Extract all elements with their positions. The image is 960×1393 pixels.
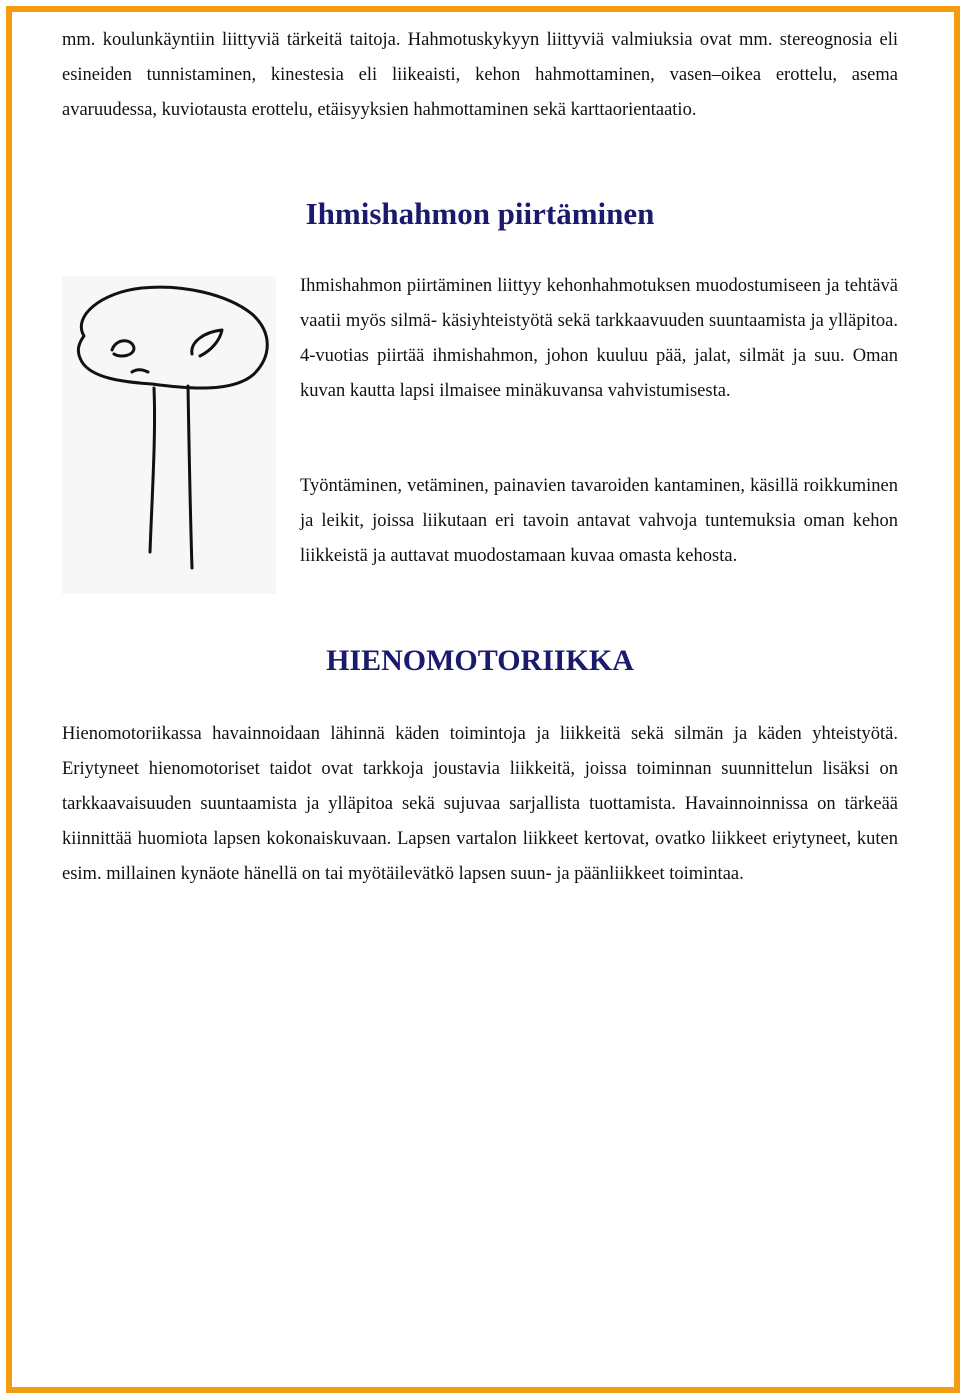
child-drawing-figure <box>62 276 276 594</box>
ihmishahmo-paragraph-1: Ihmishahmon piirtäminen liittyy kehonhahmotuksen muodostumiseen ja tehtävä vaatii myös silmä- käsiyhteistyötä sekä tarkkaavuuden suuntaamista ja ylläpitoa. 4-vuotias piirtää ihmishahmon, johon kuuluu pää, jalat, silmät ja suu. Oman kuvan kautta lapsi ilmaisee minäkuvansa vahvistumisesta. <box>300 276 898 401</box>
ihmishahmo-paragraph-2: Työntäminen, vetäminen, painavien tavaroiden kantaminen, käsillä roikkuminen ja leikit, joissa liikutaan eri tavoin antavat vahvoja tuntemuksia oman kehon liikkeistä ja auttavat muodostamaan kuvaa omasta kehosta. <box>300 476 898 566</box>
section-title-ihmishahmo: Ihmishahmon piirtäminen <box>305 196 655 231</box>
intro-paragraph: mm. koulunkäyntiin liittyviä tärkeitä taitoja. Hahmotuskykyyn liittyviä valmiuksia ovat mm. stereognosia eli esineiden tunnistaminen, kinestesia eli liikeaisti, kehon hahmottaminen, vasen–oikea erottelu, asema avaruudessa, kuviotausta erottelu, etäisyyksien hahmottaminen sekä karttaorientaatio. <box>62 30 898 120</box>
section-title-hienomotoriikka: HIENOMOTORIIKKA <box>326 644 634 677</box>
hienomotoriikka-paragraph: Hienomotoriikassa havainnoidaan lähinnä käden toimintoja ja liikkeitä sekä silmän ja käden yhteistyötä. Eriytyneet hienomotoriset taidot ovat tarkkoja joustavia liikkeitä, joissa toiminnan suunnittelun lisäksi on tarkkaavaisuuden suuntaamista ja ylläpitoa sekä sujuvaa sarjallista tuottamista. Havainnoinnissa on tärkeää kiinnittää huomiota lapsen kokonaiskuvaan. Lapsen vartalon liikkeet kertovat, ovatko liikkeet eriytyneet, kuten esim. millainen kynäote hänellä on tai myötäilevätkö lapsen suun- ja päänliikkeet toimintaa. <box>62 724 898 884</box>
